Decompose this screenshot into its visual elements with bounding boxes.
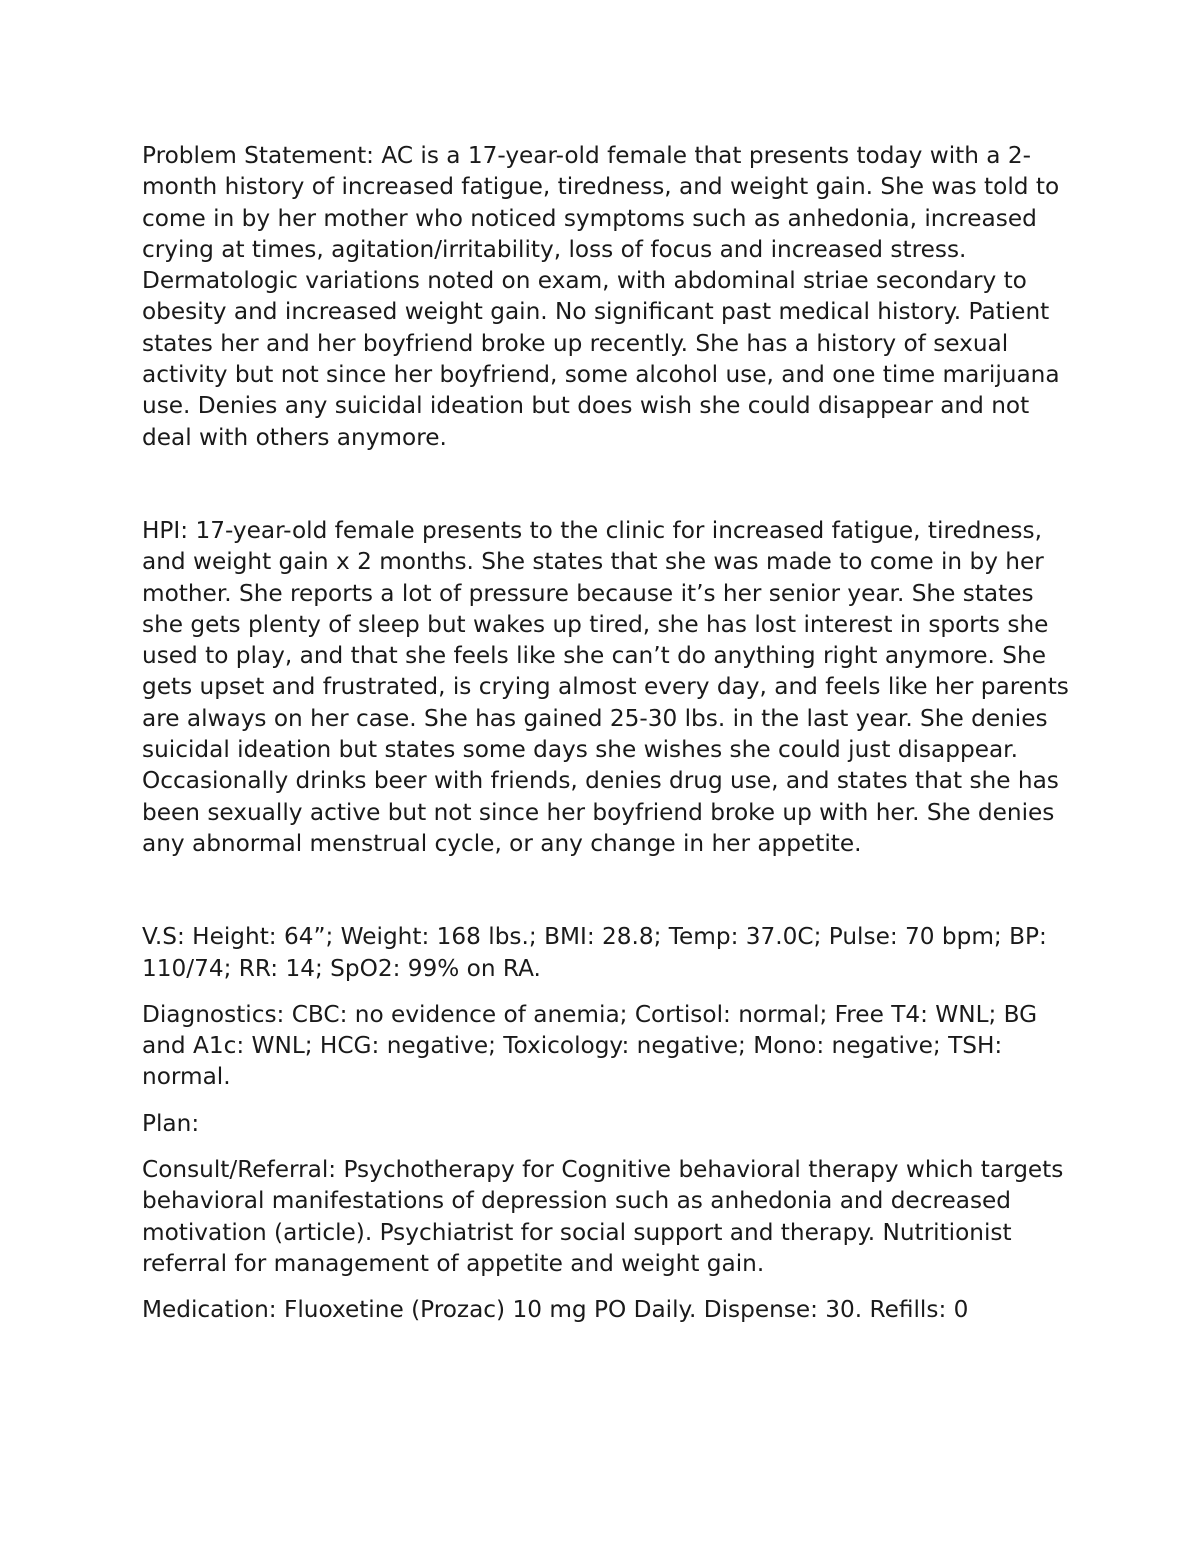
plan-heading: Plan: xyxy=(142,1109,200,1137)
consult-referral-paragraph: Consult/Referral: Psychotherapy for Cognitive behavioral therapy which targets behavioral manifestations of depression such as anhedonia and decreased motivation (article). Psychiatrist for social support and therapy. Nutritionist referral for management of appetite and weight gain. xyxy=(142,1156,1064,1277)
medication-paragraph: Medication: Fluoxetine (Prozac) 10 mg PO Daily. Dispense: 30. Refills: 0 xyxy=(142,1296,969,1324)
hpi-paragraph: HPI: 17-year-old female presents to the clinic for increased fatigue, tiredness, and weight gain x 2 months. She states that she was made to come in by her mother. She reports a lot of pressure because it’s her senior year. She states she gets plenty of sleep but wakes up tired, she has lost interest in sports she used to play, and that she feels like she can’t do anything right anymore. She gets upset and frustrated, is crying almost every day, and feels like her parents are always on her case. She has gained 25-30 lbs. in the last year. She denies suicidal ideation but states some days she wishes she could just disappear. Occasionally drinks beer with friends, denies drug use, and states that she has been sexually active but not since her boyfriend broke up with her. She denies any abnormal menstrual cycle, or any change in her appetite. xyxy=(142,516,1069,857)
problem-statement-paragraph: Problem Statement: AC is a 17-year-old female that presents today with a 2-month history of increased fatigue, tiredness, and weight gain. She was told to come in by her mother who noticed symptoms such as anhedonia, increased crying at times, agitation/irritability, loss of focus and increased stress. Dermatologic variations noted on exam, with abdominal striae secondary to obesity and increased weight gain. No significant past medical history. Patient states her and her boyfriend broke up recently. She has a history of sexual activity but not since her boyfriend, some alcohol use, and one time marijuana use. Denies any suicidal ideation but does wish she could disappear and not deal with others anymore. xyxy=(142,142,1060,451)
vital-signs-paragraph: V.S: Height: 64”; Weight: 168 lbs.; BMI: 28.8; Temp: 37.0C; Pulse: 70 bpm; BP: 110/74; RR: 14; SpO2: 99% on RA. xyxy=(142,923,1047,982)
diagnostics-paragraph: Diagnostics: CBC: no evidence of anemia; Cortisol: normal; Free T4: WNL; BG and A1c: WNL; HCG: negative; Toxicology: negative; Mono: negative; TSH: normal. xyxy=(142,1000,1038,1091)
document-body xyxy=(142,140,1072,1326)
